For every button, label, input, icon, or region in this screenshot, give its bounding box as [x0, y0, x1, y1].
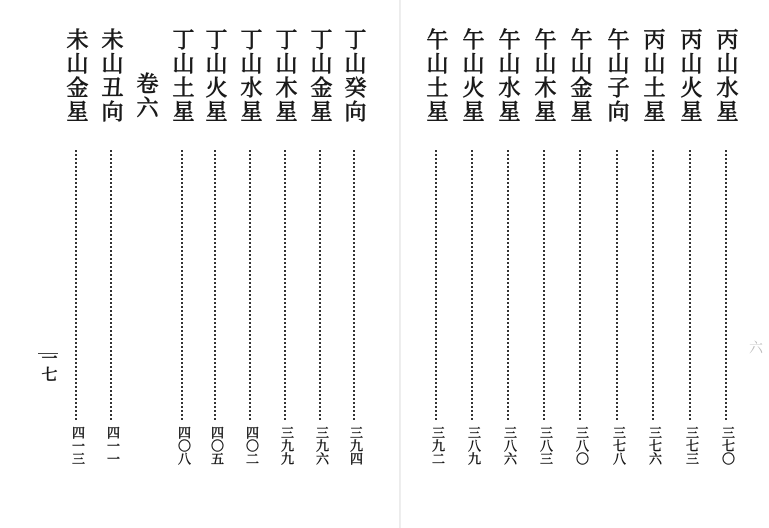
entry-page-number: 三九二: [429, 426, 444, 465]
entry-page-number: 三七六: [646, 426, 661, 465]
toc-entry: [97, 28, 125, 468]
toc-entry: [530, 28, 558, 468]
entry-page-number: 三九六: [313, 426, 328, 465]
dot-leader: [181, 150, 183, 420]
toc-entry: [458, 28, 486, 468]
dot-leader: [579, 150, 581, 420]
toc-entry: [566, 28, 594, 468]
entry-page-number: 四〇八: [175, 426, 190, 465]
entry-page-number: 三七〇: [719, 426, 734, 465]
entry-page-number: 三八九: [465, 426, 480, 465]
entry-title: 丁山木星: [272, 28, 298, 124]
toc-entry: [639, 28, 667, 468]
entry-title: 午山子向: [604, 28, 630, 124]
toc-entry: [236, 28, 264, 468]
toc-entry: [340, 28, 368, 468]
toc-entry: [422, 28, 450, 468]
dot-leader: [110, 150, 112, 420]
dot-leader: [689, 150, 691, 420]
entry-title: 午山木星: [531, 28, 557, 124]
page-edge-mark: 六: [747, 340, 763, 354]
entry-title: 丁山金星: [307, 28, 333, 124]
dot-leader: [725, 150, 727, 420]
entry-title: 午山金星: [567, 28, 593, 124]
dot-leader: [616, 150, 618, 420]
dot-leader: [543, 150, 545, 420]
entry-page-number: 三八三: [537, 426, 552, 465]
dot-leader: [435, 150, 437, 420]
entry-page-number: 四〇二: [243, 426, 258, 465]
entry-title: 丙山火星: [677, 28, 703, 124]
entry-title: 午山土星: [423, 28, 449, 124]
entry-title: 丁山土星: [169, 28, 195, 124]
entry-page-number: 四一一: [104, 426, 119, 465]
entry-title: 丙山水星: [713, 28, 739, 124]
entry-page-number: 四一三: [69, 426, 84, 465]
entry-page-number: 三八六: [501, 426, 516, 465]
toc-entry: [168, 28, 196, 468]
toc-entry: [271, 28, 299, 468]
entry-title: 午山火星: [459, 28, 485, 124]
entry-title: 未山金星: [63, 28, 89, 124]
toc-entry: [62, 28, 90, 468]
dot-leader: [471, 150, 473, 420]
entry-page-number: 三八〇: [573, 426, 588, 465]
dot-leader: [75, 150, 77, 420]
toc-entry: [306, 28, 334, 468]
dot-leader: [507, 150, 509, 420]
entry-page-number: 三九九: [278, 426, 293, 465]
dot-leader: [652, 150, 654, 420]
toc-entry: [676, 28, 704, 468]
toc-entry: [712, 28, 740, 468]
right-page: [400, 0, 769, 528]
dot-leader: [249, 150, 251, 420]
entry-title: 未山丑向: [98, 28, 124, 124]
folio-number: 一七: [39, 350, 58, 382]
entry-title: 午山水星: [495, 28, 521, 124]
toc-entry: [603, 28, 631, 468]
entry-title: 丁山水星: [237, 28, 263, 124]
dot-leader: [284, 150, 286, 420]
dot-leader: [353, 150, 355, 420]
entry-page-number: 三七八: [610, 426, 625, 465]
dot-leader: [319, 150, 321, 420]
dot-leader: [214, 150, 216, 420]
entry-page-number: 四〇五: [208, 426, 223, 465]
entry-page-number: 三九四: [347, 426, 362, 465]
toc-entry: [201, 28, 229, 468]
entry-title: 丁山癸向: [341, 28, 367, 124]
entry-title: 丙山土星: [640, 28, 666, 124]
entry-page-number: 三七三: [683, 426, 698, 465]
toc-entry: [494, 28, 522, 468]
entry-title: 丁山火星: [202, 28, 228, 124]
volume-heading: 卷六: [133, 72, 159, 120]
